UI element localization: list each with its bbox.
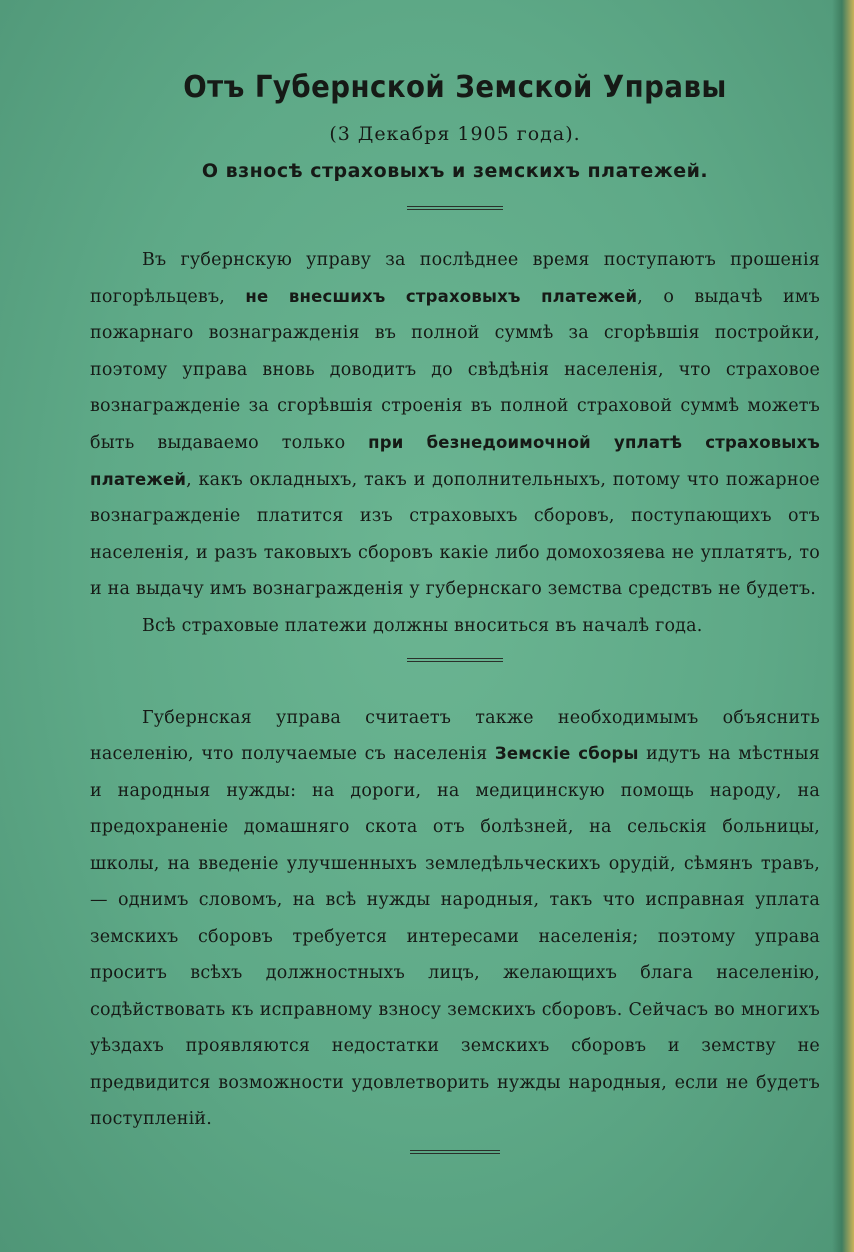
page-edge: [832, 0, 854, 1252]
paragraph-text: идутъ на мѣстныя и народныя нужды: на дороги, на медицинскую помощь народу, на предохраненіе домашняго скота отъ болѣзней, на сельскія больницы, школы, на введеніе улучшенныхъ земледѣльческихъ орудій, сѣмянъ травъ, — однимъ словомъ, на всѣ нужды народныя, такъ что исправная уплата земскихъ сборовъ требуется интересами населенія; поэтому управа проситъ всѣхъ должностныхъ лицъ, желающихъ блага населенію, содѣйствовать къ исправному взносу земскихъ сборовъ. Сейчасъ во многихъ уѣздахъ проявляются недостатки земскихъ сборовъ и земству не предвидится возможности удовлетворить нужды народныя, если не будетъ поступленій.: [90, 744, 820, 1130]
emphasis-text: при безнедоимочной уплатѣ страховыхъ платежей: [90, 432, 820, 489]
emphasis-text: Земскіе сборы: [494, 744, 639, 764]
divider-rule: [407, 206, 503, 210]
document-title: Отъ Губернской Земской Управы: [183, 70, 727, 105]
paragraph-text: , какъ окладныхъ, такъ и дополнительныхъ, потому что пожарное вознагражденіе платится изъ страховыхъ сборовъ, поступающихъ отъ населенія, и разъ таковыхъ сборовъ какіе либо домохозяева не уплатятъ, то и на выдачу имъ вознагражденія у губернскаго земства средствъ не будетъ.: [90, 469, 820, 600]
divider-rule: [410, 1150, 500, 1154]
document-date: (3 Декабря 1905 года).: [329, 123, 581, 145]
emphasis-text: не внесшихъ страховыхъ платежей: [245, 286, 638, 306]
paragraph-text: Въ губернскую управу за послѣднее время поступаютъ прошенія погорѣльцевъ,: [90, 250, 820, 307]
document-subject: О взносѣ страховыхъ и земскихъ платежей.: [201, 160, 709, 182]
paragraph-text: Губернская управа считаетъ также необходимымъ объяснить населенію, что получаемые съ населенія: [90, 707, 820, 765]
paragraph-text: , о выдачѣ имъ пожарнаго вознагражденія въ полной суммѣ за сгорѣвшія постройки, поэтому управа вновь доводитъ до свѣдѣнія населенія, что страховое вознагражденіе за сгорѣвшія строенія въ полной страховой суммѣ можетъ быть выдаваемо только: [90, 286, 821, 453]
paragraph-insurance: [90, 242, 820, 608]
paragraph-zemstvo-fees: [90, 700, 820, 1138]
document-body: [90, 66, 820, 1154]
divider-rule: [407, 658, 503, 662]
payment-deadline-note: Всѣ страховые платежи должны вноситься въ началѣ года.: [142, 615, 703, 636]
